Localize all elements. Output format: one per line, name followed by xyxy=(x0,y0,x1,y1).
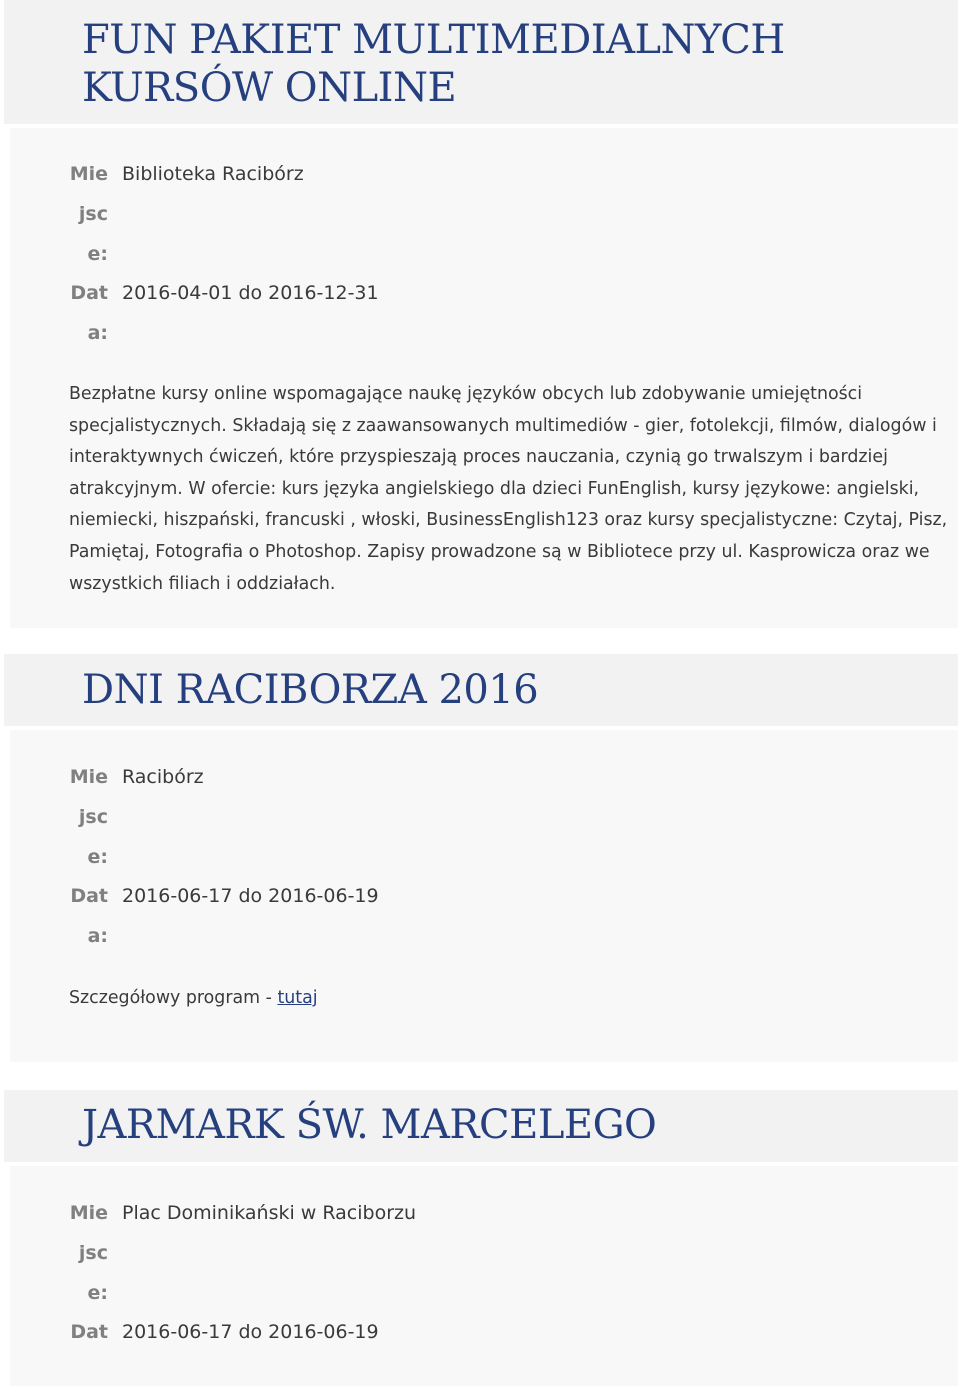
location-value-1: Biblioteka Racibórz xyxy=(122,163,304,185)
label-fragment: Dat xyxy=(70,885,108,907)
event-header-3 xyxy=(4,1090,958,1162)
label-fragment: Dat xyxy=(70,282,108,304)
label-fragment: jsc xyxy=(78,203,108,225)
label-fragment: a: xyxy=(87,925,108,947)
label-fragment: Mie xyxy=(69,163,108,185)
event-body-1 xyxy=(10,128,958,628)
event-header-1 xyxy=(4,0,958,124)
event-header-2 xyxy=(4,654,958,726)
date-value-3: 2016-06-17 do 2016-06-19 xyxy=(122,1321,379,1343)
event-body-3 xyxy=(10,1166,958,1386)
event-title-2: DNI RACIBORZA 2016 xyxy=(82,667,539,713)
label-fragment: jsc xyxy=(78,1242,108,1264)
location-value-2: Racibórz xyxy=(122,766,204,788)
label-fragment: e: xyxy=(87,1282,108,1304)
label-fragment: e: xyxy=(87,243,108,265)
label-fragment: e: xyxy=(87,846,108,868)
event-description-1: Bezpłatne kursy online wspomagające naukę języków obcych lub zdobywanie umiejętności specjalistycznych. Składają się z zaawansowanych multimediów - gier, fotolekcji, filmów, dialogów i interaktywnych ćwiczeń, które przyspieszają proces nauczania, czynią go trwalszym i bardziej atrakcyjnym. W ofercie: kurs języka angielskiego dla dzieci FunEnglish, kursy językowe: angielski, niemiecki, hiszpański, francuski , włoski, BusinessEnglish123 oraz kursy specjalistyczne: Czytaj, Pisz, Pamiętaj, Fotografia o Photoshop. Zapisy prowadzone są w Bibliotece przy ul. Kasprowicza oraz we wszystkich filiach i oddziałach. xyxy=(69,384,948,594)
event-description-2 xyxy=(69,983,949,1015)
label-fragment: Mie xyxy=(69,1202,108,1224)
label-fragment: jsc xyxy=(78,806,108,828)
label-fragment: Mie xyxy=(69,766,108,788)
event-title-1: FUN PAKIET MULTIMEDIALNYCH KURSÓW ONLINE xyxy=(82,17,785,111)
location-value-3: Plac Dominikański w Raciborzu xyxy=(122,1202,417,1224)
date-value-2: 2016-06-17 do 2016-06-19 xyxy=(122,885,379,907)
label-fragment: a: xyxy=(87,322,108,344)
event-title-3: JARMARK ŚW. MARCELEGO xyxy=(82,1102,657,1148)
program-text: Szczegółowy program - xyxy=(69,988,278,1008)
program-link[interactable]: tutaj xyxy=(277,988,318,1008)
label-fragment: Dat xyxy=(70,1321,108,1343)
date-value-1: 2016-04-01 do 2016-12-31 xyxy=(122,282,379,304)
event-body-2 xyxy=(10,730,958,1062)
